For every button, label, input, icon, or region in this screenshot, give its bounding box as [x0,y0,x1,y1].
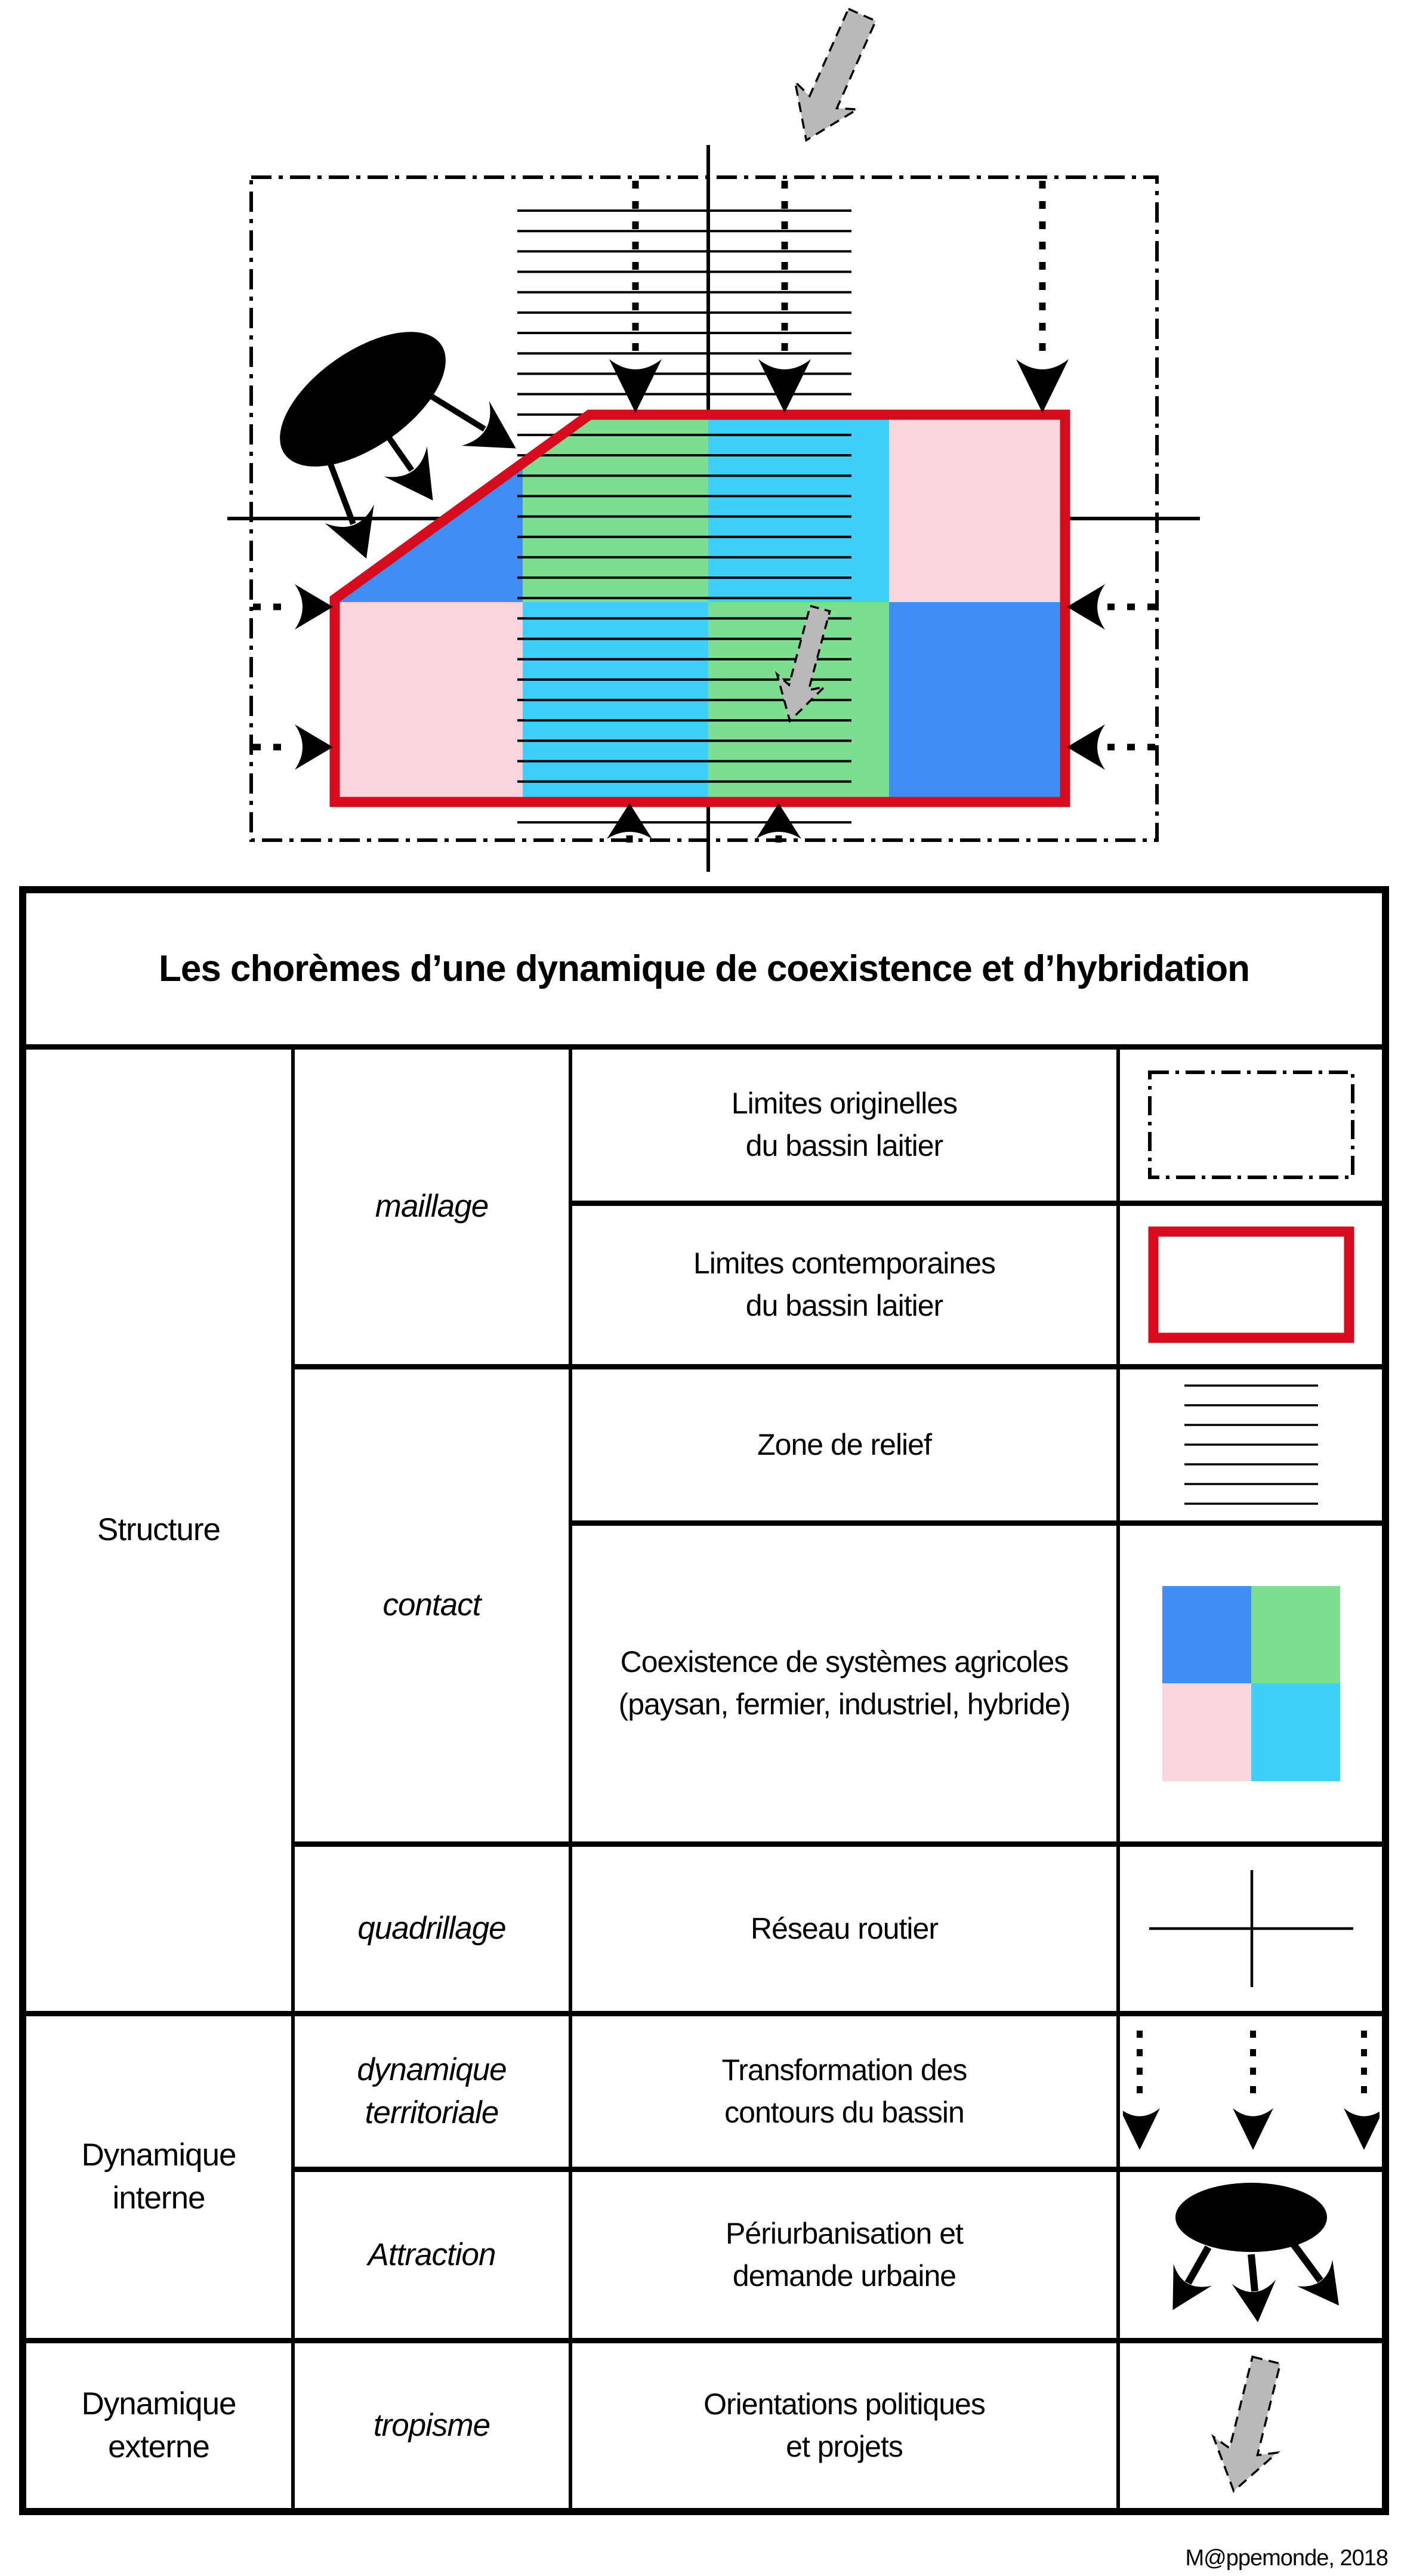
symbol-cell [1118,2169,1385,2340]
description-limites-originelles: Limites originelles du bassin laitier [570,1047,1118,1203]
concept-quadrillage: quadrillage [293,1844,570,2013]
symbol-cell [1118,1203,1385,1366]
concept-maillage: maillage [293,1047,570,1366]
category-structure: Structure [23,1047,293,2013]
transformation-arrows-top [609,181,1069,413]
transformation-arrows-left [253,584,333,770]
farming-systems-cells [335,415,1065,802]
description-transformation: Transformation des contours du bassin [570,2013,1118,2169]
road-cross-icon [1149,1869,1353,1988]
chorematic-map [0,0,1401,886]
concept-dynamique-territoriale: dynamique territoriale [293,2013,570,2169]
symbol-cell [1118,1047,1385,1203]
description-periurbanisation: Périurbanisation et demande urbaine [570,2169,1118,2340]
symbol-cell [1118,2340,1385,2512]
symbol-cell [1118,1844,1385,2013]
red-rectangle-icon [1147,1226,1355,1344]
transformation-arrows-right [1067,584,1155,770]
category-dynamique-externe: Dynamique externe [23,2340,293,2512]
horizontal-lines-icon [1184,1384,1318,1506]
description-reseau-routier: Réseau routier [570,1844,1118,2013]
category-dynamique-interne: Dynamique interne [23,2013,293,2340]
description-orientations: Orientations politiques et projets [570,2340,1118,2512]
legend-table [19,886,1389,2515]
concept-contact: contact [293,1366,570,1844]
description-limites-contemporaines: Limites contemporaines du bassin laitier [570,1203,1118,1366]
dotted-down-arrows-icon [1123,2020,1380,2163]
gray-dashed-arrow-icon [1174,2343,1329,2508]
dashdot-rectangle-icon [1145,1068,1357,1182]
description-zone-relief: Zone de relief [570,1366,1118,1523]
tropism-arrow-top [775,1,893,154]
description-coexistence: Coexistence de systèmes agricoles (paysan, fermier, industriel, hybride) [570,1523,1118,1844]
concept-tropisme: tropisme [293,2340,570,2512]
concept-attraction: Attraction [293,2169,570,2340]
page-title: Les chorèmes d’une dynamique de coexistence et d’hybridation [23,890,1385,1047]
ellipse-with-arrows-icon [1132,2172,1371,2338]
credit: M@ppemonde, 2018 [1185,2546,1388,2571]
four-color-grid-icon [1162,1586,1340,1781]
symbol-cell [1118,1366,1385,1523]
symbol-cell [1118,2013,1385,2169]
symbol-cell [1118,1523,1385,1844]
